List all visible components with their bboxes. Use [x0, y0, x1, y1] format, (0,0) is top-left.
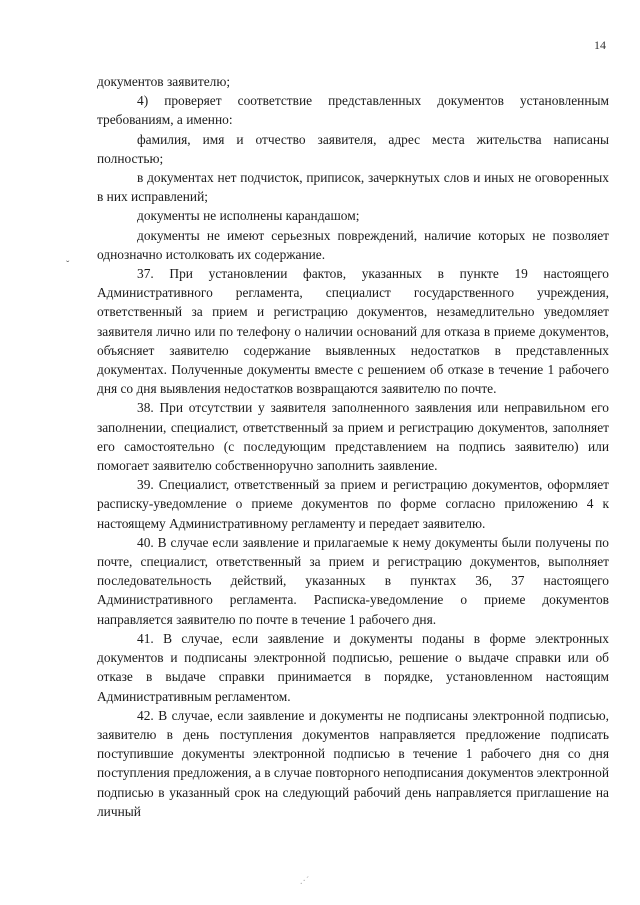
scan-artifact-mark: ˇ — [66, 260, 70, 271]
paragraph-continuation: документов заявителю; — [97, 74, 231, 89]
paragraph-item-4: 4) проверяет соответствие представленных документов установленным требованиям, а именно: — [97, 93, 609, 128]
scan-artifact-dots: .·´ — [300, 876, 310, 887]
paragraph-37: 37. При установлении фактов, указанных в пункте 19 настоящего Административного регламента, специалист государственного учреждения, ответственный за прием и регистрацию документов, незамедлительно уведомляет заявителя лично или по телефону о наличии оснований для отказа в приеме документов, объясняет заявителю содержание выявленных недостатков в представленных документах. Полученные документы вместе с решением об отказе в течение 1 рабочего дня со дня выявления недостатков возвращаются заявителю по почте. — [97, 266, 609, 397]
paragraph-39: 39. Специалист, ответственный за прием и регистрацию документов, оформляет расписку-уведомление о приеме документов по форме согласно приложению 4 к настоящему Административному регламенту и передает заявителю. — [97, 477, 609, 531]
page-number: 14 — [594, 38, 606, 52]
paragraph-requirement-no-erasures: в документах нет подчисток, приписок, зачеркнутых слов и иных не оговоренных в них исправлений; — [97, 170, 609, 205]
paragraph-requirement-no-pencil: документы не исполнены карандашом; — [137, 208, 360, 224]
paragraph-41: 41. В случае, если заявление и документы поданы в форме электронных документов и подписаны электронной подписью, решение о выдаче справки или об отказе в выдаче справки принимается в порядке, установленном настоящим Административным регламентом. — [97, 630, 609, 704]
paragraph-40: 40. В случае если заявление и прилагаемые к нему документы были получены по почте, специалист, ответственный за прием и регистрацию документов, выполняет последовательность действий, указанных в пунктах 36, 37 настоящего Административного регламента. Расписка-уведомление о приеме документов направляется заявителю по почте в течение 1 рабочего дня. — [97, 534, 609, 627]
document-body — [97, 72, 609, 821]
paragraph-requirement-name: фамилия, имя и отчество заявителя, адрес места жительства написаны полностью; — [97, 131, 609, 166]
paragraph-38: 38. При отсутствии у заявителя заполненного заявления или неправильном его заполнении, специалист, ответственный за прием и регистрацию документов, заполняет его самостоятельно (с последующим представлением на подпись заявителю) или помогает заявителю собственноручно заполнить заявление. — [97, 400, 609, 474]
paragraph-42: 42. В случае, если заявление и документы не подписаны электронной подписью, заявителю в день поступления документов направляется предложение подписать поступившие документы электронной подписью в течение 1 рабочего дня со дня поступления предложения, а в случае повторного неподписания документов электронной подписью в указанный срок на следующий рабочий день направляется приглашение на личный — [97, 707, 609, 819]
paragraph-requirement-no-damage: документы не имеют серьезных повреждений, наличие которых не позволяет однозначно истолковать их содержание. — [97, 227, 609, 262]
